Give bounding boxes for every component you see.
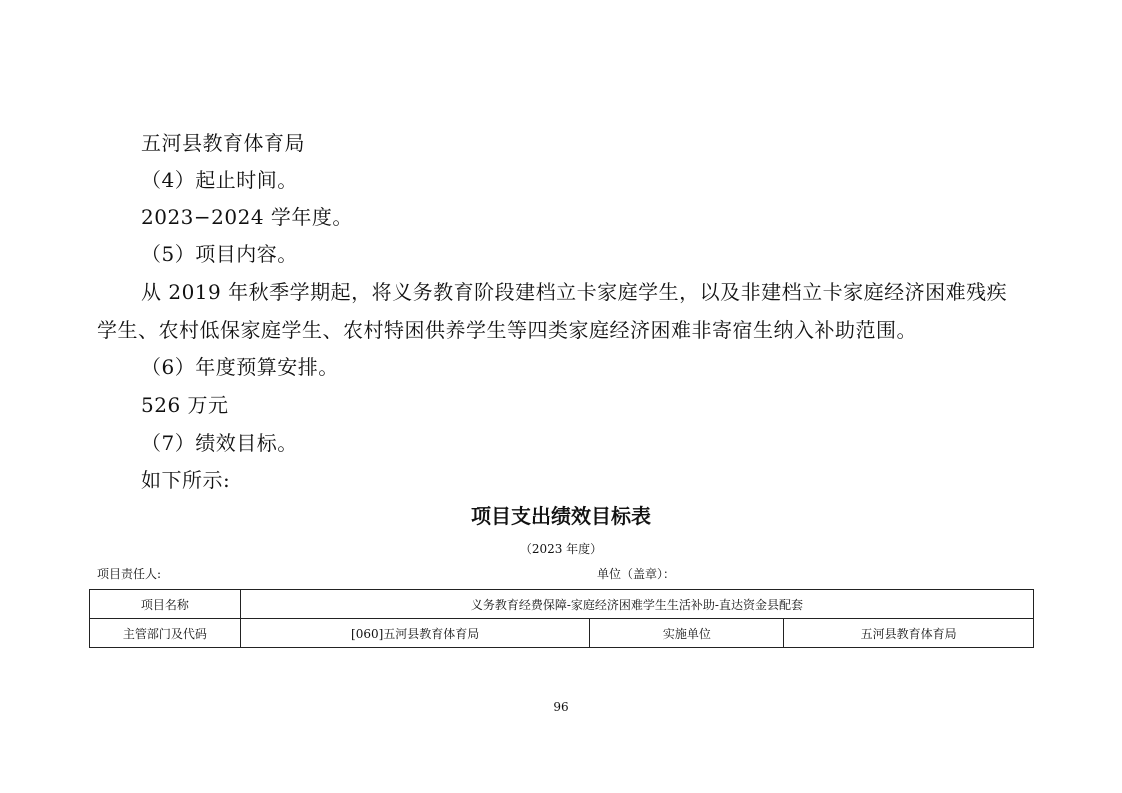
body-line-heading-5: （5）项目内容。 bbox=[141, 242, 298, 266]
implementing-unit-label: 实施单位 bbox=[590, 619, 784, 648]
body-line-heading-7: （7）绩效目标。 bbox=[141, 431, 298, 455]
department-code-label: 主管部门及代码 bbox=[90, 619, 241, 648]
body-line-heading-6: （6）年度预算安排。 bbox=[141, 355, 339, 379]
project-name-label: 项目名称 bbox=[90, 590, 241, 619]
body-line-content-2: 学生、农村低保家庭学生、农村特困供养学生等四类家庭经济困难非寄宿生纳入补助范围。 bbox=[97, 318, 917, 342]
project-name-value: 义务教育经费保障-家庭经济困难学生生活补助-直达资金县配套 bbox=[240, 590, 1033, 619]
performance-target-table bbox=[89, 589, 1034, 648]
department-code-value: [060]五河县教育体育局 bbox=[240, 619, 590, 648]
unit-seal-label: 单位（盖章）： bbox=[597, 567, 676, 581]
implementing-unit-value: 五河县教育体育局 bbox=[784, 619, 1034, 648]
table-row bbox=[90, 619, 1034, 648]
body-line-content-1: 从 2019 年秋季学期起，将义务教育阶段建档立卡家庭学生，以及非建档立卡家庭经济困难残疾 bbox=[141, 280, 1008, 304]
body-line-period: 2023−2024 学年度。 bbox=[141, 205, 353, 229]
table-row bbox=[90, 590, 1034, 619]
body-line-heading-4: （4）起止时间。 bbox=[141, 168, 298, 192]
body-line-budget: 526 万元 bbox=[141, 393, 229, 417]
responsible-person-label: 项目责任人: bbox=[97, 567, 162, 581]
page-number: 96 bbox=[553, 700, 569, 714]
table-year: （2023 年度） bbox=[519, 542, 603, 556]
table-title: 项目支出绩效目标表 bbox=[471, 504, 651, 528]
body-line-agency: 五河县教育体育局 bbox=[141, 131, 305, 155]
body-line-as-follows: 如下所示: bbox=[141, 468, 231, 492]
